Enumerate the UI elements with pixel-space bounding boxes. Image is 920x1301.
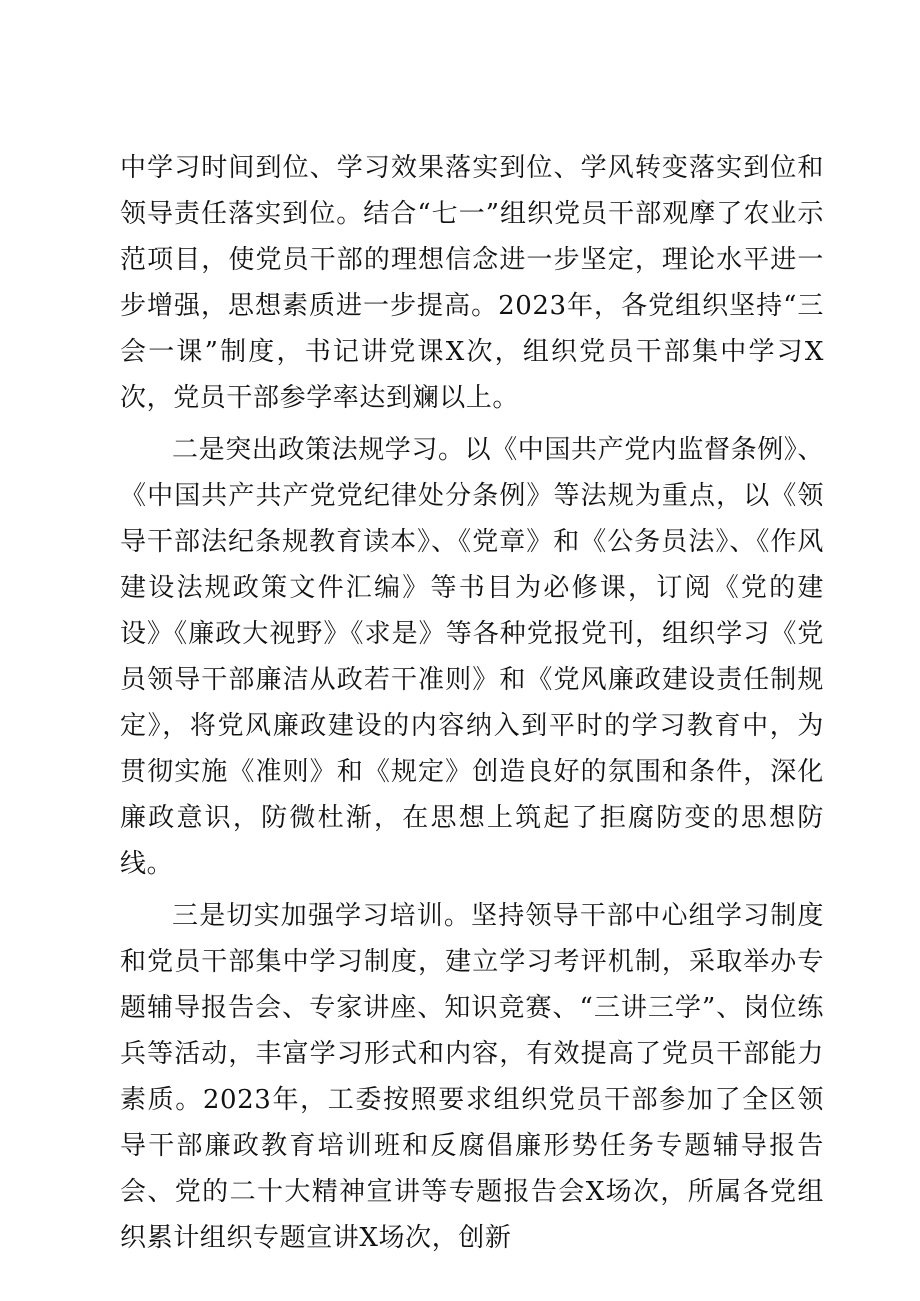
paragraph-policy-study: 二是突出政策法规学习。以《中国共产党内监督条例》、《中国共产共产党党纪律处分条例》等法规为重点，以《领导干部法纪条规教育读本》、《党章》和《公务员法》、《作风建设法规政策文件汇编》等书目为必修课，订阅《党的建设》《廉政大视野》《求是》等各种党报党刊，组织学习《党员领导干部廉洁从政若干准则》和《党风廉政建设责任制规定》，将党风廉政建设的内容纳入到平时的学习教育中，为贯彻实施《准则》和《规定》创造良好的氛围和条件，深化廉政意识，防微杜渐，在思想上筑起了拒腐防变的思想防线。 <box>120 435 825 879</box>
document-body <box>120 145 824 1267</box>
paragraph-training: 三是切实加强学习培训。坚持领导干部中心组学习制度和党员干部集中学习制度，建立学习考评机制，采取举办专题辅导报告会、专家讲座、知识竞赛、“三讲三学”、岗位练兵等活动，丰富学习形式和内容，有效提高了党员干部能力素质。2023年，工委按照要求组织党员干部参加了全区领导干部廉政教育培训班和反腐倡廉形势任务专题辅导报告会、党的二十大精神宣讲等专题报告会X场次，所属各党组织累计组织专题宣讲X场次，创新 <box>120 901 824 1253</box>
paragraph-continuation: 中学习时间到位、学习效果落实到位、学风转变落实到位和领导责任落实到位。结合“七一”组织党员干部观摩了农业示范项目，使党员干部的理想信念进一步坚定，理论水平进一步增强，思想素质进一步提高。2023年，各党组织坚持“三会一课”制度，书记讲党课X次，组织党员干部集中学习X次，党员干部参学率达到斓以上。 <box>120 153 824 413</box>
